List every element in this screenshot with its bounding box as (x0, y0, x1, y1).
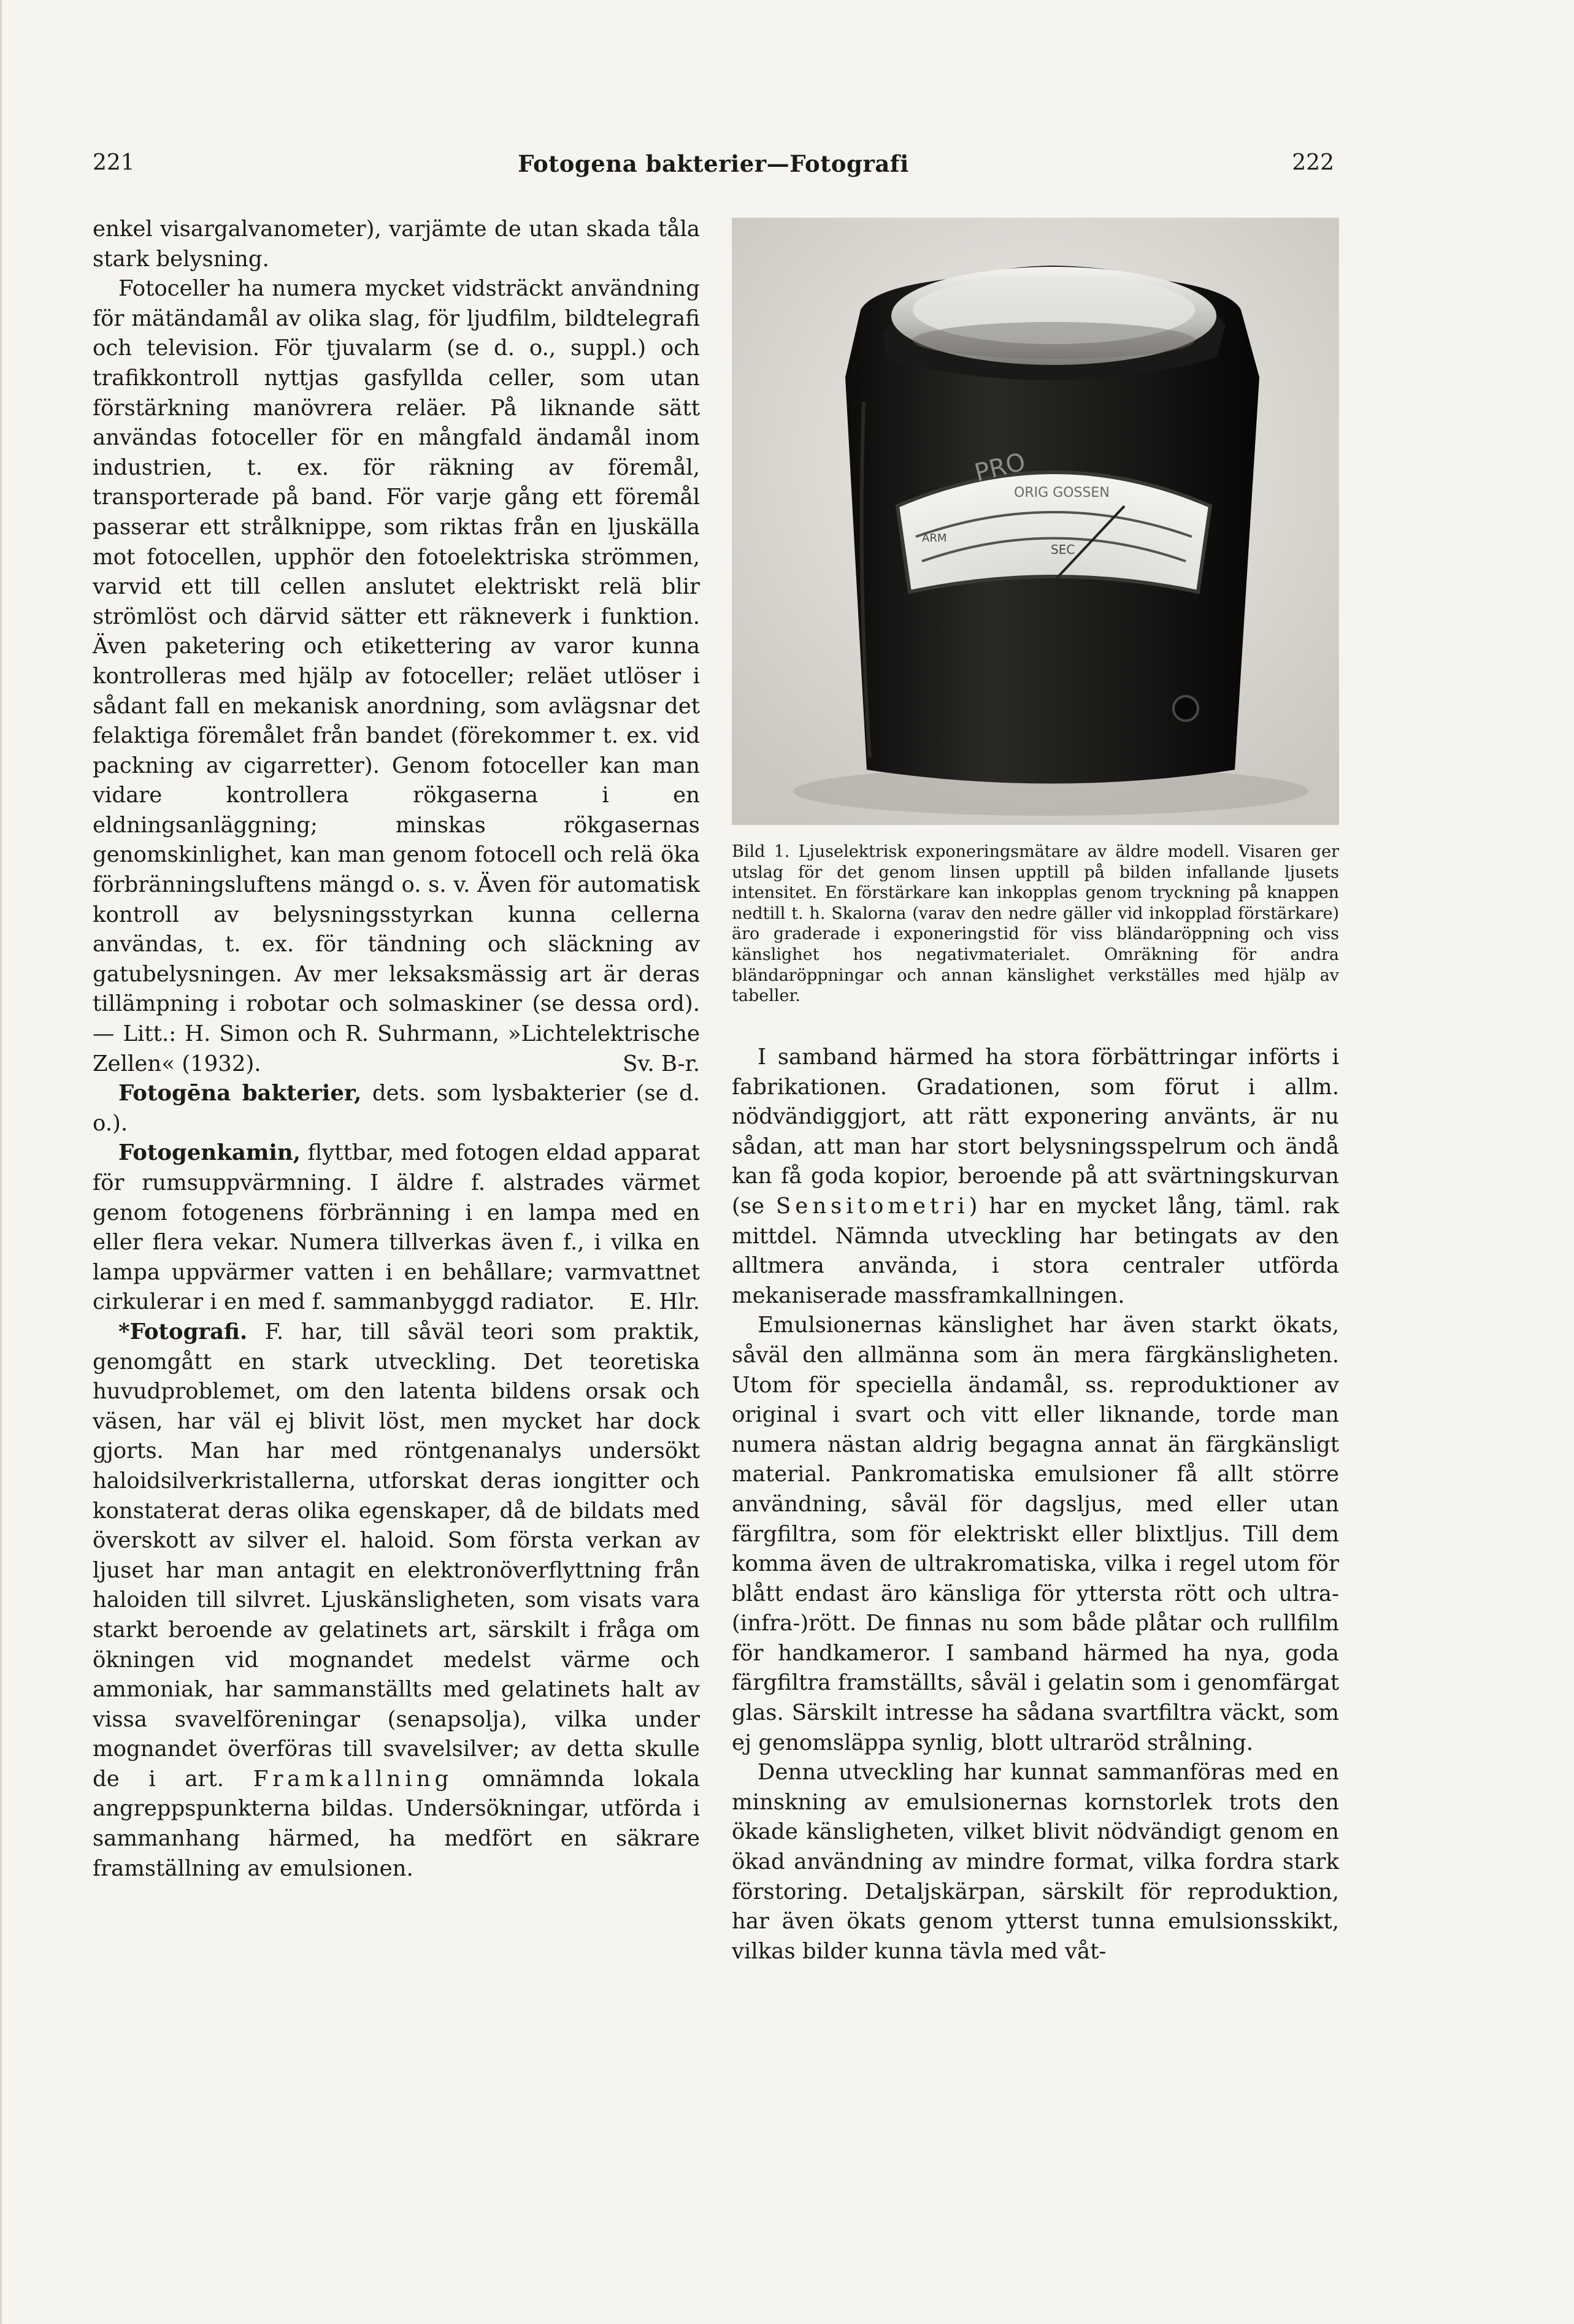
paragraph-kornstorlek: Denna utveckling har kunnat sammanföras med en minskning av emulsionernas kornstorlek trots den ökade känsligheten, vilket blivit nödvändigt genom en ökad användning av mindre format, vilka fordra stark förstoring. Detaljskärpan, särskilt för reproduktion, har även ökats genom ytterst tunna emulsionsskikt, vilkas bilder kunna tävla med våt- (732, 1760, 1339, 1964)
entry-text: F. har, till såväl teori som praktik, genomgått en stark utveckling. Det teoretiska huvudproblemet, om den latenta bildens orsak och väsen, har väl ej blivit löst, men mycket har dock gjorts. Man har med röntgenanalys undersökt haloidsilverkristallerna, utforskat deras iongitter och konstaterat deras olika egenskaper, då de bildats med överskott av silver el. haloid. Som första verkan av ljuset har man antagit en elektronöverflyttning från haloiden till silvret. Ljuskänsligheten, som visats vara starkt beroende av gelatinets art, särskilt i fråga om ökningen vid mognandet medelst värme och ammoniak, har sammanställts med gelatinets halt av vissa svavelföreningar (senapsolja), vilka under mognandet överföras till svavelsilver; av detta skulle de i art. (93, 1319, 700, 1792)
paragraph-fabrikation (732, 1043, 1339, 1311)
author-signature: E. Hlr. (629, 1289, 700, 1315)
entry-text: flyttbar, med fotogen eldad apparat för rumsuppvärmning. I äldre f. alstrades värmet genom fotogenens förbränning i en lampa med en eller flera vekar. Numera tillverkas även f., i vilka en lampa uppvärmer vatten i en behållare; varmvattnet cirkulerar i en med f. sammanbyggd radiator. (93, 1140, 700, 1315)
paragraph-continued: enkel visargalvanometer), varjämte de utan skada tåla stark belysning. (93, 217, 700, 272)
paragraph-text: Fotoceller ha numera mycket vidsträckt användning för mätändamål av olika slag, för ljudfilm, bildtelegrafi och television. För tjuvalarm (se d. o., suppl.) och trafikkontroll nyttjas gasfyllda celler, som utan förstärkning manövrera reläer. På liknande sätt användas fotoceller för en mångfald ändamål inom industrien, t. ex. för räkning av föremål, transporterade på band. För varje gång ett föremål passerar ett strålknippe, som riktas från en ljuskälla mot fotocellen, upphör den fotoelektriska strömmen, varvid ett till cellen anslutet elektriskt relä blir strömlöst och därvid sätter ett räkneverk i funktion. Även paketering och etikettering av varor kunna kontrolleras med hjälp av fotoceller; reläet utlöser i sådant fall en mekanisk anordning, som avlägsnar det felaktiga föremålet från bandet (förekommer t. ex. vid packning av cigarretter). Genom fotoceller kan man vidare kontrollera rökgaserna i en eldningsanläggning; minskas rökgasernas genomskinlighet, kan man genom fotocell och relä öka förbränningsluftens mängd o. s. v. Även för automatisk kontroll av belysningsstyrkan kunna cellerna användas, t. ex. för tändning och släckning av gatubelysningen. Av mer leksaksmässig art är deras tillämpning i robotar och solmaskiner (se dessa ord). — Litt.: H. Simon och R. Suhrmann, »Lichtelektrische Zellen« (1932). (93, 276, 700, 1076)
dial-word-pro: PRO (972, 447, 1029, 488)
page-number-right: 222 (1292, 150, 1334, 175)
paragraph-fotoceller (93, 274, 700, 1079)
page-number-left: 221 (93, 150, 135, 175)
exposure-meter-photo (732, 218, 1339, 825)
author-signature: Sv. B-r. (623, 1051, 700, 1076)
caption-text: Bild 1. Ljuselektrisk exponeringsmätare av äldre modell. Visaren ger utslag för det genom linsen upptill på bilden infallande ljusets intensitet. En förstärkare kan inkopplas genom tryckning på knappen nedtill t. h. Skalorna (varav den nedre gäller vid inkopplad förstärkare) äro graderade i exponeringstid för viss bländaröppning och viss känslighet hos negativmaterialet. Omräkning för andra bländaröppningar och annan känslighet verkställes med hjälp av tabeller. (732, 842, 1339, 1006)
photograph (732, 218, 1339, 825)
entry-fotogena-bakterier (93, 1079, 700, 1138)
dial-word-sec: SEC (1051, 542, 1075, 557)
entry-text: dets. som lysbakterier (se d. o.). (93, 1081, 700, 1136)
entry-text: omnämnda lokala angreppspunkterna bildas. Undersökningar, utförda i sammanhang härmed, ha medfört en säkrare framställning av emulsionen. (93, 1766, 700, 1881)
cross-reference: Sensitometri (775, 1193, 969, 1219)
entry-fotogenkamin (93, 1138, 700, 1317)
figure-caption (732, 842, 1339, 1007)
paragraph-text: ) har en mycket lång, täml. rak mittdel. Nämnda utveckling har betingats av den alltmera använda, i stora centraler utförda mekaniserade massframkallningen. (732, 1193, 1339, 1308)
running-title: Fotogena bakterier—Fotografi (518, 150, 909, 177)
dial-word-arm: ARM (922, 532, 947, 545)
amplifier-button (1173, 696, 1198, 721)
paragraph-text: I samband härmed ha stora förbättringar införts i fabrikationen. Gradationen, som förut i allm. nödvändiggjort, att rätt exponering använts, är nu sådan, att man har stort belysningsspelrum och ändå kan få goda kopior, beroende på att svärtningskurvan (se (732, 1045, 1339, 1219)
entry-headword: Fotogēna bakterier, (118, 1081, 362, 1106)
entry-headword: *Fotografi. (118, 1319, 248, 1344)
left-column (93, 215, 700, 1884)
entry-headword: Fotogenkamin, (118, 1140, 301, 1166)
entry-fotografi (93, 1317, 700, 1884)
right-column (732, 1043, 1339, 1966)
dial-brand-text: ORIG GOSSEN (1014, 485, 1110, 500)
cross-reference: Framkallning (253, 1766, 453, 1792)
running-header (88, 150, 1339, 187)
figure-exposure-meter (732, 218, 1339, 825)
paragraph-emulsioner: Emulsionernas känslighet har även starkt ökats, såväl den allmänna som än mera färgkänsligheten. Utom för speciella ändamål, ss. reproduktioner av original i svart och vitt eller liknande, torde man numera nästan aldrig begagna annat än färgkänsligt material. Pankromatiska emulsioner få allt större användning, såväl för dagsljus, med eller utan färgfiltra, som för elektriskt eller blixtljus. Till dem komma även de ultrakromatiska, vilka i regel utom för blått endast äro känsliga för yttersta rött och ultra- (infra-)rött. De finnas nu som både plåtar och rullfilm för handkameror. I samband härmed ha nya, goda färgfiltra framställts, såväl i gelatin som i genomfärgat glas. Särskilt intresse ha sådana svartfiltra väckt, som ej genomsläppa synlig, blott ultraröd strålning. (732, 1313, 1339, 1755)
